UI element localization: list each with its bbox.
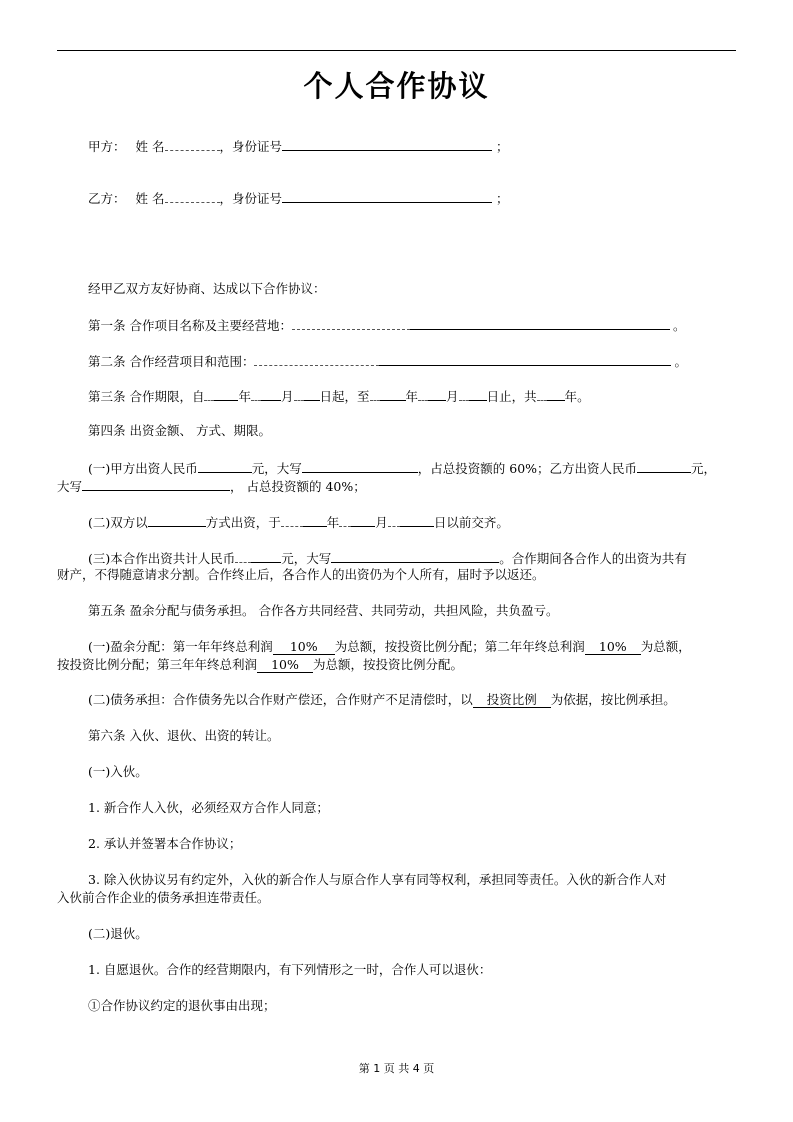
b-amount-field[interactable] [637, 458, 691, 473]
join-title: (一)入伙。 [88, 764, 148, 779]
article-5-1-line-1 [88, 638, 691, 656]
party-b-name-field[interactable] [165, 188, 220, 203]
deadline-day-label: 日以前交齐。 [433, 515, 509, 530]
total-amount-field[interactable] [251, 548, 281, 563]
footer-end: 页 [423, 1062, 435, 1075]
article-6-label: 第六条 入伙、退伙、出资的转让。 [88, 728, 280, 743]
profit-year-1-label: (一)盈余分配：第一年年终总利润 [88, 639, 273, 654]
join-item-2: 2. 承认并签署本合作协议； [88, 836, 242, 851]
exit-item-1-1: ①合作协议约定的退伙事由出现； [88, 998, 276, 1013]
profit-year-1-field[interactable]: 10% [273, 639, 335, 655]
contribution-method-label: (二)双方以 [88, 515, 148, 530]
profit-year-3-label: 按投资比例分配；第三年年终总利润 [57, 657, 258, 672]
b-amount-words-field[interactable] [82, 476, 230, 491]
join-item-3-line-2: 入伙前合作企业的债务承担连带责任。 [57, 890, 270, 905]
page-footer [0, 1060, 793, 1076]
article-1 [88, 315, 686, 335]
start-year-field[interactable] [214, 386, 238, 401]
debt-bearing-label: (二)债务承担：合作债务先以合作财产偿还，合作财产不足清偿时，以 [88, 692, 473, 707]
article-4-3-line-1 [88, 548, 687, 568]
total-capital-label: 元，大写 [281, 551, 332, 566]
article-5-1-line-2 [57, 656, 463, 674]
article-4-label: 第四条 出资金额、 方式、期限。 [88, 423, 271, 438]
party-a-line [88, 136, 509, 156]
term-years-field[interactable] [547, 386, 565, 401]
start-month-field[interactable] [261, 386, 281, 401]
party-b-name-label: 姓 名 [135, 191, 165, 206]
a-amount-words-field[interactable] [302, 458, 418, 473]
intro-text: 经甲乙双方友好协商、达成以下合作协议： [88, 281, 326, 296]
yuan-label: 元， [691, 461, 717, 476]
footer-total-pages: 4 [412, 1062, 420, 1075]
party-b-label: 乙方： [88, 191, 126, 206]
method-field[interactable] [148, 512, 206, 527]
join-item-3-line-1: 3. 除入伙协议另有约定外，入伙的新合作人与原合作人享有同等权利，承担同等责任。入伙的新合作人对 [88, 872, 667, 887]
header-rule [57, 50, 736, 51]
party-a-name-label: 姓 名 [135, 139, 165, 154]
party-a-end: ； [496, 139, 509, 154]
debt-basis-field[interactable]: 投资比例 [473, 692, 551, 708]
document-title: 个人合作协议 [303, 69, 490, 103]
profit-year-2-field[interactable]: 10% [585, 639, 641, 655]
shared-property-text: 。合作期间各合作人的出资为共有 [499, 551, 687, 566]
deadline-month-label: 月 [375, 515, 388, 530]
a-capital-label: 元，大写 [251, 461, 302, 476]
article-4-3-line-2: 财产，不得随意请求分割。合作终止后，各合作人的出资仍为个人所有，届时予以返还。 [57, 567, 545, 582]
day-end-label: 日止，共 [486, 389, 537, 404]
article-1-end: 。 [672, 318, 686, 333]
party-a-id-label: ，身份证号 [219, 139, 283, 154]
footer-page-label: 第 [358, 1062, 370, 1075]
b-share-text: ， 占总投资额的 40%； [230, 479, 366, 494]
party-b-id-label: ，身份证号 [219, 191, 283, 206]
article-4-2 [88, 512, 509, 532]
article-1-field-b[interactable] [410, 315, 670, 330]
b-capital-label: 大写 [57, 479, 83, 494]
deadline-day-field[interactable] [400, 512, 434, 527]
end-day-field[interactable] [469, 386, 487, 401]
end-year-field[interactable] [380, 386, 406, 401]
article-2 [88, 351, 687, 371]
profit-year-3-field[interactable]: 10% [257, 657, 313, 673]
month-label-2: 月 [446, 389, 459, 404]
years-total-label: 年。 [564, 389, 590, 404]
party-a-label: 甲方： [88, 139, 126, 154]
deadline-year-label: 年 [326, 515, 340, 530]
method-suffix: 方式出资，于 [205, 515, 281, 530]
end-month-field[interactable] [428, 386, 446, 401]
article-2-label: 第二条 合作经营项目和范围： [88, 354, 255, 369]
total-contribution-label: (三)本合作出资共计人民币 [88, 551, 236, 566]
profit-total-label: 为总额， [640, 639, 691, 654]
article-1-field-a[interactable] [292, 315, 410, 330]
party-a-name-field[interactable] [165, 136, 220, 151]
party-a-id-field[interactable] [282, 136, 492, 151]
article-5-label: 第五条 盈余分配与债务承担。 合作各方共同经营、共同劳动，共担风险，共负盈亏。 [88, 603, 559, 618]
deadline-year-field[interactable] [303, 512, 327, 527]
article-4-1-line-2 [57, 476, 366, 496]
year-label: 年 [238, 389, 251, 404]
year-label-2: 年 [405, 389, 419, 404]
article-1-label: 第一条 合作项目名称及主要经营地： [88, 318, 292, 333]
article-5-2 [88, 691, 676, 709]
start-day-field[interactable] [304, 386, 320, 401]
day-start-label: 日起，至 [319, 389, 370, 404]
debt-bearing-suffix: 为依据，按比例承担。 [550, 692, 676, 707]
b-contribution-label: ，占总投资额的 60%；乙方出资人民币 [417, 461, 638, 476]
profit-year-3-suffix: 为总额，按投资比例分配。 [313, 657, 464, 672]
party-b-id-field[interactable] [282, 188, 492, 203]
article-2-field-b[interactable] [379, 351, 671, 366]
article-2-end: 。 [674, 354, 687, 369]
footer-mid: 页 共 [383, 1062, 410, 1075]
party-b-line [88, 188, 509, 208]
exit-item-1: 1. 自愿退伙。合作的经营期限内，有下列情形之一时，合作人可以退伙： [88, 962, 492, 977]
exit-title: (二)退伙。 [88, 926, 148, 941]
article-4-1-line-1 [88, 458, 716, 478]
party-b-end: ； [496, 191, 509, 206]
article-3 [88, 386, 590, 406]
month-label: 月 [281, 389, 294, 404]
deadline-month-field[interactable] [351, 512, 375, 527]
profit-year-2-label: 为总额，按投资比例分配；第二年年终总利润 [334, 639, 585, 654]
join-item-1: 1. 新合作人入伙，必须经双方合作人同意； [88, 800, 329, 815]
total-amount-words-field[interactable] [331, 548, 499, 563]
article-2-field-a[interactable] [254, 351, 379, 366]
a-contribution-label: (一)甲方出资人民币 [88, 461, 198, 476]
footer-page-number: 1 [373, 1062, 381, 1075]
article-3-label: 第三条 合作期限，自 [88, 389, 205, 404]
a-amount-field[interactable] [198, 458, 252, 473]
